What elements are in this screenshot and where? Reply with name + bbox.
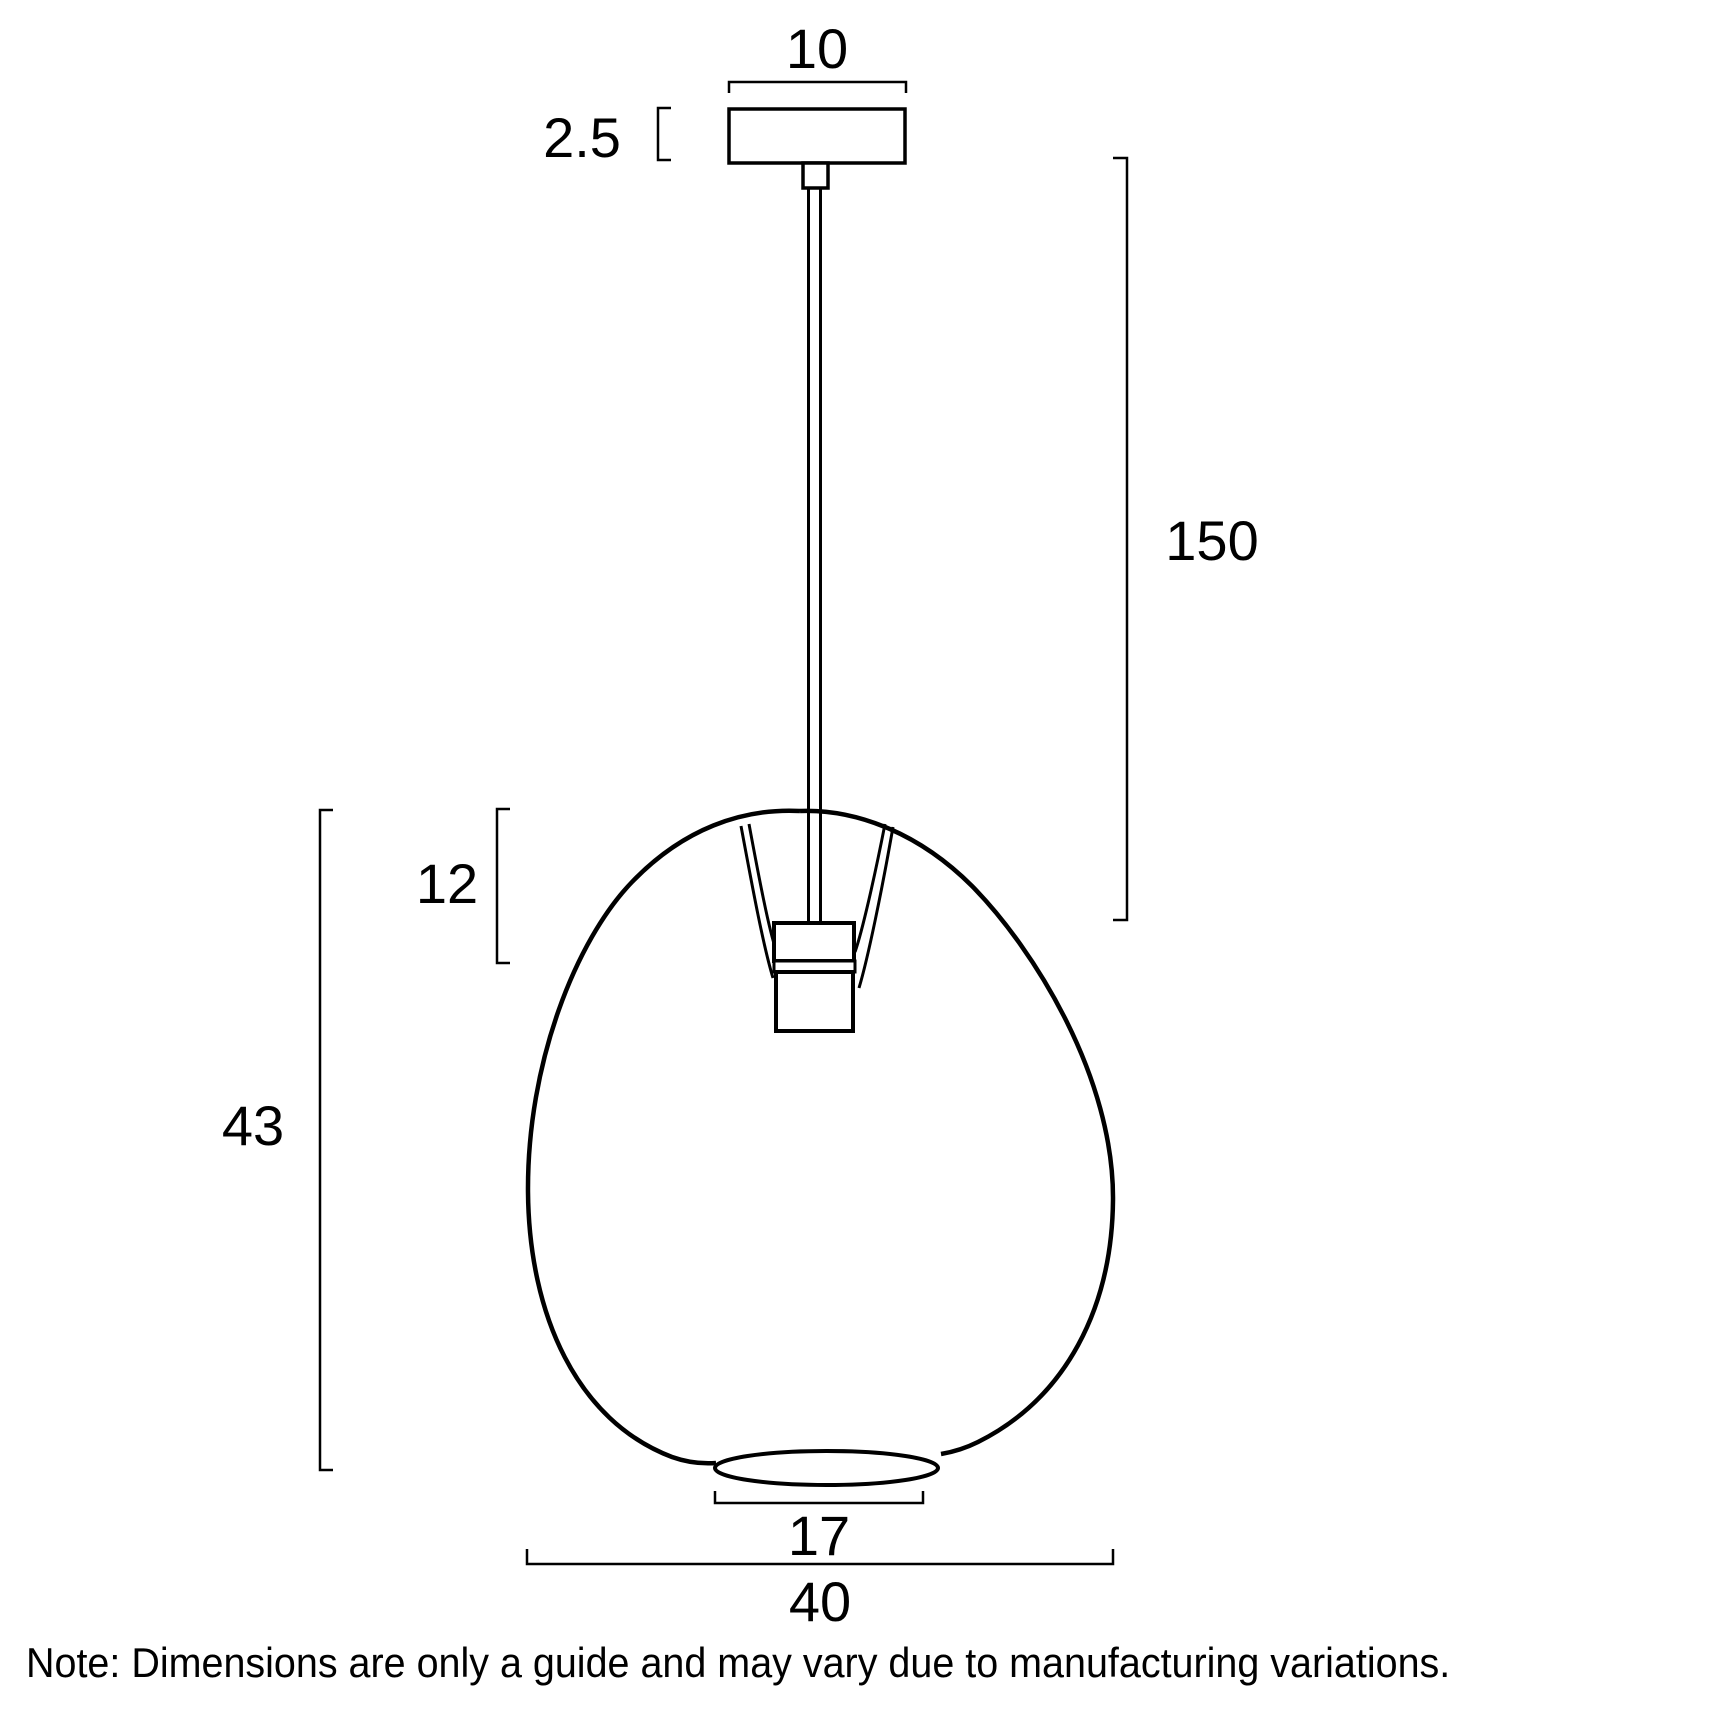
suspension-length-label: 150 (1165, 509, 1259, 572)
dim-bracket-base-opening (715, 1491, 923, 1503)
dimensions-note: Note: Dimensions are only a guide and may vary due to manufacturing variations. (26, 1639, 1451, 1686)
neck-funnel-left-outer (741, 826, 773, 978)
dim-bracket-shade-height (320, 810, 333, 1470)
neck-depth-label: 12 (415, 852, 479, 915)
dim-line-suspension-length (1113, 158, 1127, 920)
shade-width-label: 40 (788, 1570, 852, 1633)
base-opening-label: 17 (787, 1504, 851, 1567)
dim-bracket-neck-depth (497, 809, 510, 963)
dim-line-canopy-width (729, 82, 906, 93)
canopy-stem (803, 163, 828, 188)
shade-height-label: 43 (221, 1094, 285, 1157)
shade-outline-left (528, 811, 800, 1464)
dim-bracket-canopy-height (658, 108, 671, 160)
shade-outline-right (800, 811, 1113, 1454)
bottom-opening (715, 1451, 938, 1485)
socket-upper-body (774, 923, 854, 961)
neck-funnel-right-outer (859, 827, 893, 988)
socket-lower-body (776, 972, 853, 1031)
ceiling-canopy (729, 109, 905, 163)
canopy-width-label: 10 (785, 17, 849, 80)
canopy-height-label: 2.5 (543, 106, 621, 169)
